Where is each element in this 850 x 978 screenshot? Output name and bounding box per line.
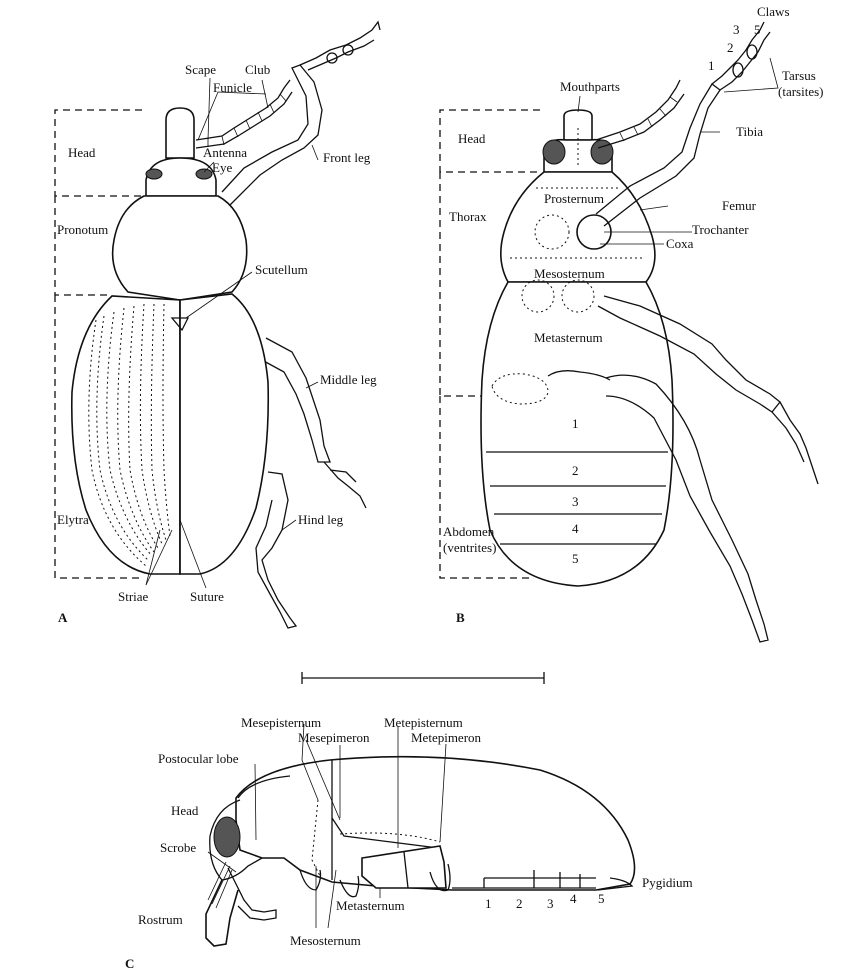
eye-label: Eye xyxy=(212,160,233,175)
metasternum-label-b: Metasternum xyxy=(534,330,603,345)
head-label-b: Head xyxy=(458,131,486,146)
middle-leg-label: Middle leg xyxy=(320,372,377,387)
thorax-label: Thorax xyxy=(449,209,487,224)
scape-label: Scape xyxy=(185,62,217,77)
metasternum-label-c: Metasternum xyxy=(336,898,405,913)
antenna-label: Antenna xyxy=(203,145,248,160)
scrobe-label: Scrobe xyxy=(160,840,197,855)
tarsus-num-3: 3 xyxy=(733,22,740,37)
tarsus-num-2: 2 xyxy=(727,40,734,55)
panel-a-label: A xyxy=(58,610,68,625)
mesosternum-label-c: Mesosternum xyxy=(290,933,361,948)
rostrum-a-shape xyxy=(166,108,194,158)
ventrite-c-num-1: 1 xyxy=(485,896,492,911)
ventrite-num-3: 3 xyxy=(572,494,579,509)
metepimeron-label: Metepimeron xyxy=(411,730,482,745)
suture-label: Suture xyxy=(190,589,224,604)
femur-label: Femur xyxy=(722,198,756,213)
hind-leg-shape xyxy=(256,472,296,628)
mouthparts-label: Mouthparts xyxy=(560,79,620,94)
abdomen-label: Abdomen xyxy=(443,524,495,539)
panel-b-ventral-view xyxy=(440,4,823,642)
rostrum-label: Rostrum xyxy=(138,912,183,927)
eye-b-right-shape xyxy=(591,140,613,164)
ventrite-c-num-4: 4 xyxy=(570,891,577,906)
ventrite-num-5: 5 xyxy=(572,551,579,566)
metepisternum-label: Metepisternum xyxy=(384,715,463,730)
claws-label: Claws xyxy=(757,4,790,19)
ventrite-num-1: 1 xyxy=(572,416,579,431)
tarsus-label: Tarsus xyxy=(782,68,816,83)
mesepisternum-label: Mesepisternum xyxy=(241,715,322,730)
rostrum-b-shape xyxy=(564,110,592,140)
tarsus-num-1: 1 xyxy=(708,58,715,73)
tarsites-label: (tarsites) xyxy=(778,84,824,99)
trochanter-label: Trochanter xyxy=(692,222,749,237)
elytra-label: Elytra xyxy=(57,512,89,527)
pygidium-label: Pygidium xyxy=(642,875,693,890)
eye-left-shape xyxy=(146,169,162,179)
ventrite-num-4: 4 xyxy=(572,521,579,536)
head-label-a: Head xyxy=(68,145,96,160)
scutellum-label: Scutellum xyxy=(255,262,308,277)
panel-c-label: C xyxy=(125,956,135,971)
prosternum-label: Prosternum xyxy=(544,191,604,206)
funicle-label: Funicle xyxy=(213,80,252,95)
eye-c-shape xyxy=(214,817,240,857)
scale-bar xyxy=(302,672,544,684)
eye-b-left-shape xyxy=(543,140,565,164)
postocular-lobe-label: Postocular lobe xyxy=(158,751,239,766)
ventrite-c-num-2: 2 xyxy=(516,896,523,911)
panel-c-lateral-view xyxy=(125,715,693,971)
coxa-label: Coxa xyxy=(666,236,694,251)
mesepimeron-label: Mesepimeron xyxy=(298,730,370,745)
middle-leg-shape xyxy=(262,338,330,462)
pronotum-label: Pronotum xyxy=(57,222,109,237)
club-label: Club xyxy=(245,62,271,77)
pronotum-region-bracket xyxy=(55,196,112,295)
ventrite-c-num-3: 3 xyxy=(547,896,554,911)
ventrite-num-2: 2 xyxy=(572,463,579,478)
head-region-bracket-b xyxy=(440,110,540,172)
panel-b-label: B xyxy=(456,610,465,625)
mesosternum-label-b: Mesosternum xyxy=(534,266,605,281)
ventrite-c-num-5: 5 xyxy=(598,891,605,906)
panel-a-dorsal-view xyxy=(55,22,380,628)
pronotum-shape xyxy=(113,196,247,300)
striae-label: Striae xyxy=(118,589,149,604)
rostrum-c-shape xyxy=(206,880,238,946)
abdomen-b-shape xyxy=(481,282,673,586)
tarsus-num-5: 5 xyxy=(754,22,761,37)
ventrites-label: (ventrites) xyxy=(443,540,497,555)
head-label-c: Head xyxy=(171,803,199,818)
eye-right-shape xyxy=(196,169,212,179)
hind-leg-label: Hind leg xyxy=(298,512,344,527)
front-leg-label: Front leg xyxy=(323,150,371,165)
tibia-label: Tibia xyxy=(736,124,763,139)
